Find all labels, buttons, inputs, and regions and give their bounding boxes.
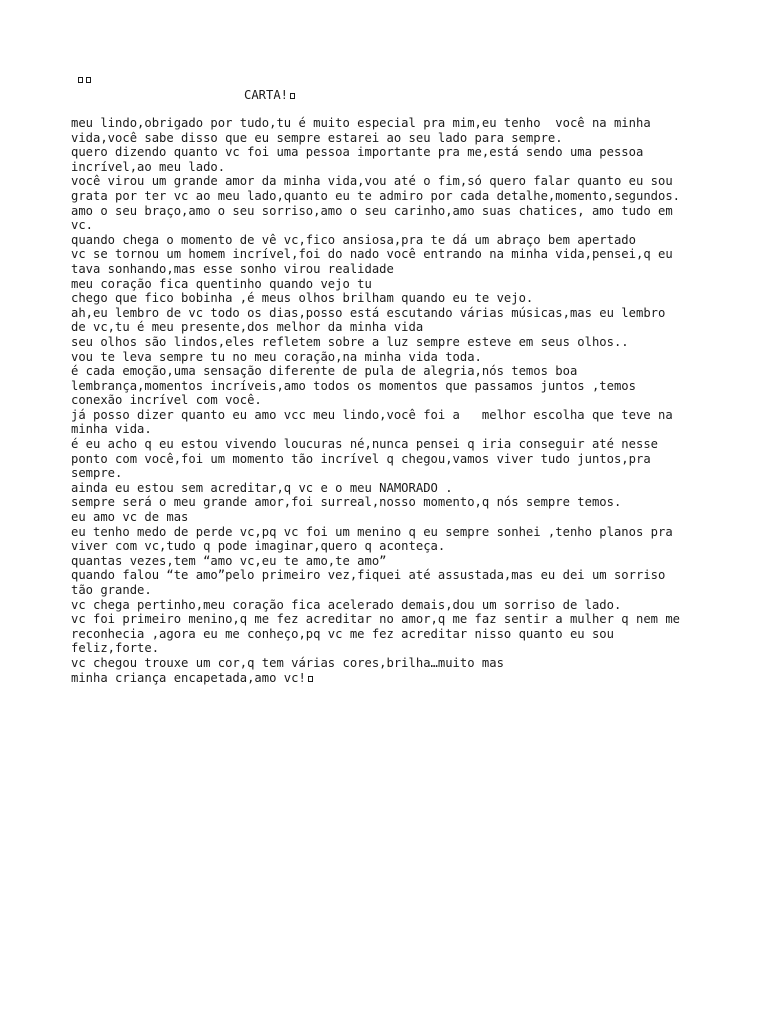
missing-glyph-icon (86, 77, 91, 83)
letter-line: quando chega o momento de vê vc,fico ansiosa,pra te dá um abraço bem apertado (71, 232, 636, 247)
letter-line: incrível,ao meu lado. (71, 159, 226, 174)
letter-line: ah,eu lembro de vc todo os dias,posso está escutando várias músicas,mas eu lembro (71, 305, 666, 320)
letter-line: vou te leva sempre tu no meu coração,na minha vida toda. (71, 349, 482, 364)
letter-line: vc chega pertinho,meu coração fica acelerado demais,dou um sorriso de lado. (71, 597, 622, 612)
letter-line: ainda eu estou sem acreditar,q vc e o meu NAMORADO . (71, 480, 453, 495)
letter-body (71, 116, 711, 685)
letter-line: chego que fico bobinha ,é meus olhos brilham quando eu te vejo. (71, 291, 534, 306)
letter-line: reconhecia ,agora eu me conheço,pq vc me fez acreditar nisso quanto eu sou (71, 626, 614, 641)
letter-line: meu lindo,obrigado por tudo,tu é muito especial pra mim,eu tenho você na minha (71, 116, 651, 130)
missing-glyph-icon (290, 93, 295, 99)
letter-title (244, 88, 295, 103)
letter-line: de vc,tu é meu presente,dos melhor da minha vida (71, 320, 424, 335)
letter-line: quando falou “te amo”pelo primeiro vez,fiquei até assustada,mas eu dei um sorriso (71, 568, 666, 583)
letter-line: conexão incrível com você. (71, 393, 262, 408)
letter-line: viver com vc,tudo q pode imaginar,quero q aconteça. (71, 539, 446, 554)
letter-line: amo o seu braço,amo o seu sorriso,amo o seu carinho,amo suas chatices, amo tudo em (71, 203, 673, 218)
letter-line: vida,você sabe disso que eu sempre estarei ao seu lado para sempre. (71, 130, 563, 145)
letter-line: tão grande. (71, 583, 152, 597)
letter-line: é cada emoção,uma sensação diferente de pula de alegria,nós temos boa (71, 364, 578, 379)
letter-line: grata por ter vc ao meu lado,quanto eu te admiro por cada detalhe,momento,segundos. (71, 188, 681, 203)
letter-line: sempre. (71, 466, 123, 481)
letter-line: quero dizendo quanto vc foi uma pessoa importante pra me,está sendo uma pessoa (71, 145, 644, 160)
letter-line: seu olhos são lindos,eles refletem sobre a luz sempre esteve em seus olhos.. (71, 334, 629, 349)
missing-glyph-icon (308, 676, 313, 682)
letter-title-text: CARTA! (244, 88, 289, 102)
letter-line: vc se tornou um homem incrível,foi do nado você entrando na minha vida,pensei,q eu (71, 247, 673, 262)
letter-line: você virou um grande amor da minha vida,vou até o fim,só quero falar quanto eu sou (71, 174, 673, 189)
letter-line: lembrança,momentos incríveis,amo todos os momentos que passamos juntos ,temos (71, 378, 636, 393)
letter-line: tava sonhando,mas esse sonho virou realidade (71, 261, 394, 276)
letter-line: eu amo vc de mas (71, 510, 189, 525)
letter-line: meu coração fica quentinho quando vejo tu (71, 276, 372, 291)
letter-line: já posso dizer quanto eu amo vcc meu lindo,você foi a melhor escolha que teve na (71, 407, 673, 422)
letter-line: é eu acho q eu estou vivendo loucuras né,nunca pensei q iria conseguir até nesse (71, 437, 658, 452)
letter-line: ponto com você,foi um momento tão incrível q chegou,vamos viver tudo juntos,pra (71, 451, 651, 466)
letter-line: quantas vezes,tem “amo vc,eu te amo,te amo” (71, 553, 387, 568)
letter-line: vc chegou trouxe um cor,q tem várias cores,brilha…muito mas (71, 655, 504, 670)
header-glyphs (78, 74, 91, 86)
letter-line-last (71, 671, 711, 686)
letter-line: sempre será o meu grande amor,foi surreal,nosso momento,q nós sempre temos. (71, 495, 622, 510)
letter-line: eu tenho medo de perde vc,pq vc foi um menino q eu sempre sonhei ,tenho planos pra (71, 524, 673, 539)
letter-line: minha vida. (71, 422, 152, 437)
missing-glyph-icon (78, 77, 83, 83)
letter-line: feliz,forte. (71, 641, 160, 656)
letter-line-text: minha criança encapetada,amo vc! (71, 670, 306, 685)
letter-line: vc foi primeiro menino,q me fez acreditar no amor,q me faz sentir a mulher q nem me (71, 612, 681, 627)
letter-line: vc. (71, 218, 94, 233)
